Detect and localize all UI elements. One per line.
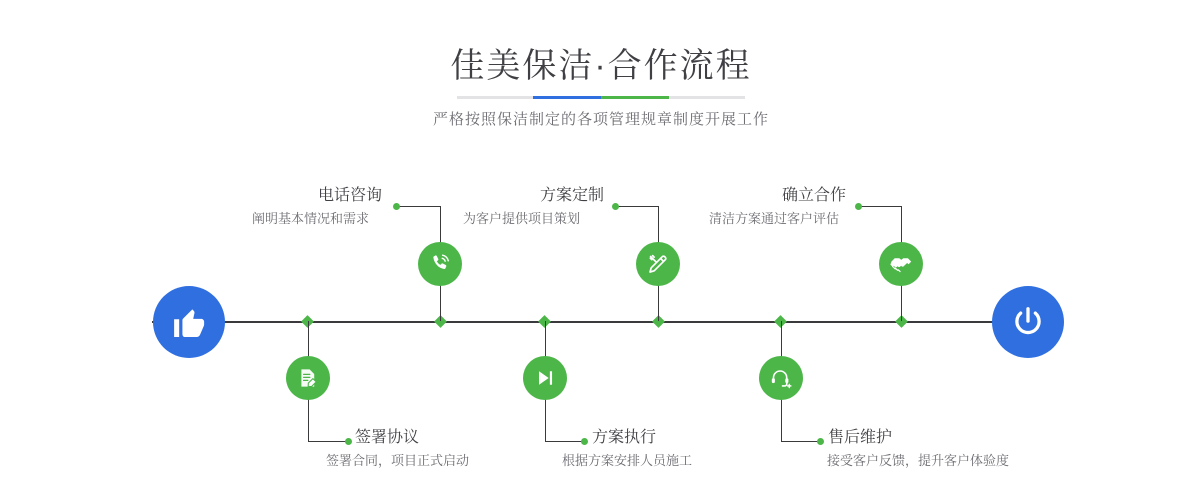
step-name: 方案执行 [592,429,657,446]
connector-horizontal [308,441,350,442]
step-desc: 为客户提供项目策划 [463,211,581,226]
page-subtitle: 严格按照保洁制定的各项管理规章制度开展工作 [432,111,769,128]
headset-support-icon [769,366,793,390]
step-desc: 根据方案安排人员施工 [562,453,693,468]
connector-dot [855,203,862,210]
pencil-ruler-icon [646,252,670,276]
connector-dot [345,438,352,445]
step-name: 方案定制 [540,187,605,204]
handshake-icon [889,252,913,276]
step-name: 电话咨询 [318,187,383,204]
step-desc: 签署合同，项目正式启动 [326,453,470,468]
step-desc: 接受客户反馈，提升客户体验度 [827,453,1010,468]
document-edit-icon [296,366,320,390]
divider-segment-blue [533,96,601,99]
thumbs-up-icon [170,303,208,341]
step-name: 确立合作 [782,187,847,204]
step-name: 售后维护 [828,429,893,446]
connector-horizontal [858,206,902,207]
step-label-2 [326,428,470,471]
page-title: 佳美保洁·合作流程 [450,47,752,85]
connector-dot [393,203,400,210]
step-label-3 [463,186,604,229]
step-desc: 阐明基本情况和需求 [252,211,370,226]
step-icon-badge-5 [879,242,923,286]
step-label-6 [828,428,1009,471]
title-divider [457,96,745,99]
divider-segment-green [601,96,669,99]
timeline-axis [152,321,1052,323]
connector-horizontal [545,441,585,442]
step-label-1 [252,186,382,229]
step-name: 签署协议 [355,429,420,446]
step-icon-badge-6 [759,356,803,400]
step-icon-badge-2 [286,356,330,400]
step-label-5 [709,186,846,229]
step-icon-badge-3 [636,242,680,286]
step-icon-badge-1 [418,242,462,286]
step-icon-badge-4 [523,356,567,400]
timeline-end-node [992,286,1064,358]
play-forward-icon [534,367,556,389]
connector-horizontal [781,441,821,442]
connector-dot [612,203,619,210]
power-icon [1010,304,1046,340]
connector-horizontal [396,206,441,207]
connector-dot [581,438,588,445]
step-desc: 清洁方案通过客户评估 [709,211,840,226]
connector-horizontal [616,206,659,207]
step-label-4 [562,428,693,471]
phone-call-icon [428,252,452,276]
connector-dot [817,438,824,445]
timeline-start-node [153,286,225,358]
